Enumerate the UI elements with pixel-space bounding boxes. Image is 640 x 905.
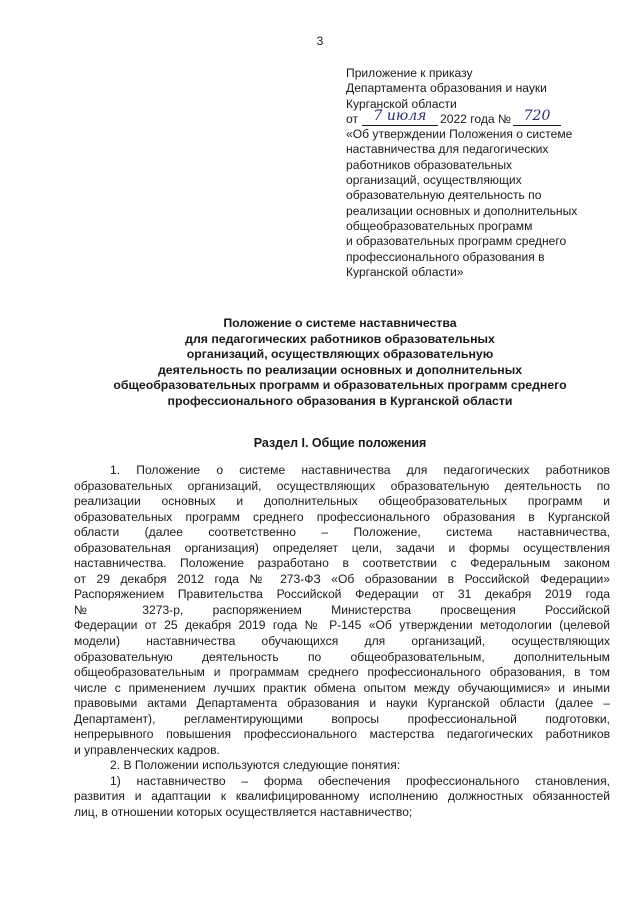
appendix-subject-line: работников образовательных xyxy=(346,157,513,172)
appendix-line: Приложение к приказу xyxy=(346,66,473,80)
document-title xyxy=(60,316,620,410)
handwritten-date: 7 июля xyxy=(362,113,438,126)
page-number: 3 xyxy=(316,34,324,48)
body-line: № 3273-р, распоряжением Министерства просвещения Российской xyxy=(74,602,610,617)
title-line: для педагогических работников образовательных xyxy=(185,331,495,346)
body-line: образовательную деятельность по общеобразовательным, дополнительным xyxy=(74,649,610,664)
body-line: числе с применением лучших практик обмена опытом между обучающимися» и иными xyxy=(74,680,610,695)
appendix-subject-line: «Об утверждении Положения о системе xyxy=(346,127,573,142)
date-prefix: от xyxy=(346,111,358,126)
title-line: организаций, осуществляющих образовательную xyxy=(186,347,494,362)
appendix-subject-line: образовательную деятельность по xyxy=(346,188,542,203)
body-line: развития и адаптации к квалифицированному исполнению должностных обязанностей xyxy=(74,789,610,804)
appendix-subject-line: Курганской области» xyxy=(346,264,464,279)
body-line: образовательных организаций, осуществляющих образовательную деятельность по xyxy=(74,478,610,493)
appendix-date-line xyxy=(346,107,616,127)
body-line: правовыми актами Департамента образования и науки Курганской области (далее – xyxy=(74,696,610,711)
title-line: профессионального образования в Курганской области xyxy=(167,393,513,408)
handwritten-number: 720 xyxy=(513,113,561,126)
body-line: 1. Положение о системе наставничества для педагогических работников xyxy=(110,463,610,477)
body-line: модели) наставничества обучающихся для организаций, осуществляющих xyxy=(74,634,610,649)
body-line: Федерации от 25 декабря 2019 года № Р-145 «Об утверждении методологии (целевой xyxy=(74,618,610,633)
appendix-block xyxy=(346,66,616,280)
body-line: и управленческих кадров. xyxy=(74,742,220,757)
title-line: общеобразовательных программ и образовательных программ среднего xyxy=(113,378,567,393)
body-line: области (далее соответственно – Положение, система наставничества, xyxy=(74,525,610,540)
body-line: непрерывного повышения профессионального мастерства педагогических работников xyxy=(74,727,610,742)
appendix-subject-line: общеобразовательных программ xyxy=(346,218,533,233)
body-line: реализации основных и дополнительных общеобразовательных программ и xyxy=(74,494,610,509)
document-body xyxy=(74,463,610,821)
body-line: Департамент), регламентирующими вопросы профессиональной подготовки, xyxy=(74,711,610,726)
body-line: Распоряжением Правительства Российской Федерации от 31 декабря 2019 года xyxy=(74,587,610,602)
appendix-subject-line: и образовательных программ среднего xyxy=(346,234,567,249)
appendix-line: Департамента образования и науки xyxy=(346,81,547,96)
date-year: 2022 года № xyxy=(440,111,511,126)
body-line: лиц, в отношении которых осуществляется наставничество; xyxy=(74,805,413,820)
appendix-subject-line: организаций, осуществляющих xyxy=(346,173,522,188)
appendix-subject-line: профессионального образования в xyxy=(346,249,545,264)
body-line: 2. В Положении используются следующие понятия: xyxy=(110,758,401,773)
title-line: Положение о системе наставничества xyxy=(223,316,457,330)
body-line: образовательная организация) определяет цели, задачи и формы осуществления xyxy=(74,540,610,555)
body-line: наставничества. Положение разработано в соответствии с Федеральным законом xyxy=(74,556,610,571)
appendix-subject-line: наставничества для педагогических xyxy=(346,142,549,157)
body-line: общеобразовательным и программам среднего профессионального образования, в том xyxy=(74,665,610,680)
appendix-subject-line: реализации основных и дополнительных xyxy=(346,203,578,218)
section-title: Раздел I. Общие положения xyxy=(253,436,427,450)
title-line: деятельность по реализации основных и дополнительных xyxy=(157,362,523,377)
appendix-line: Курганской области xyxy=(346,96,457,111)
body-line: образовательных программ среднего профессионального образования в Курганской xyxy=(74,509,610,524)
body-line: от 29 декабря 2012 года № 273-ФЗ «Об образовании в Российской Федерации» xyxy=(74,571,610,586)
body-line: 1) наставничество – форма обеспечения профессионального становления, xyxy=(110,773,610,788)
